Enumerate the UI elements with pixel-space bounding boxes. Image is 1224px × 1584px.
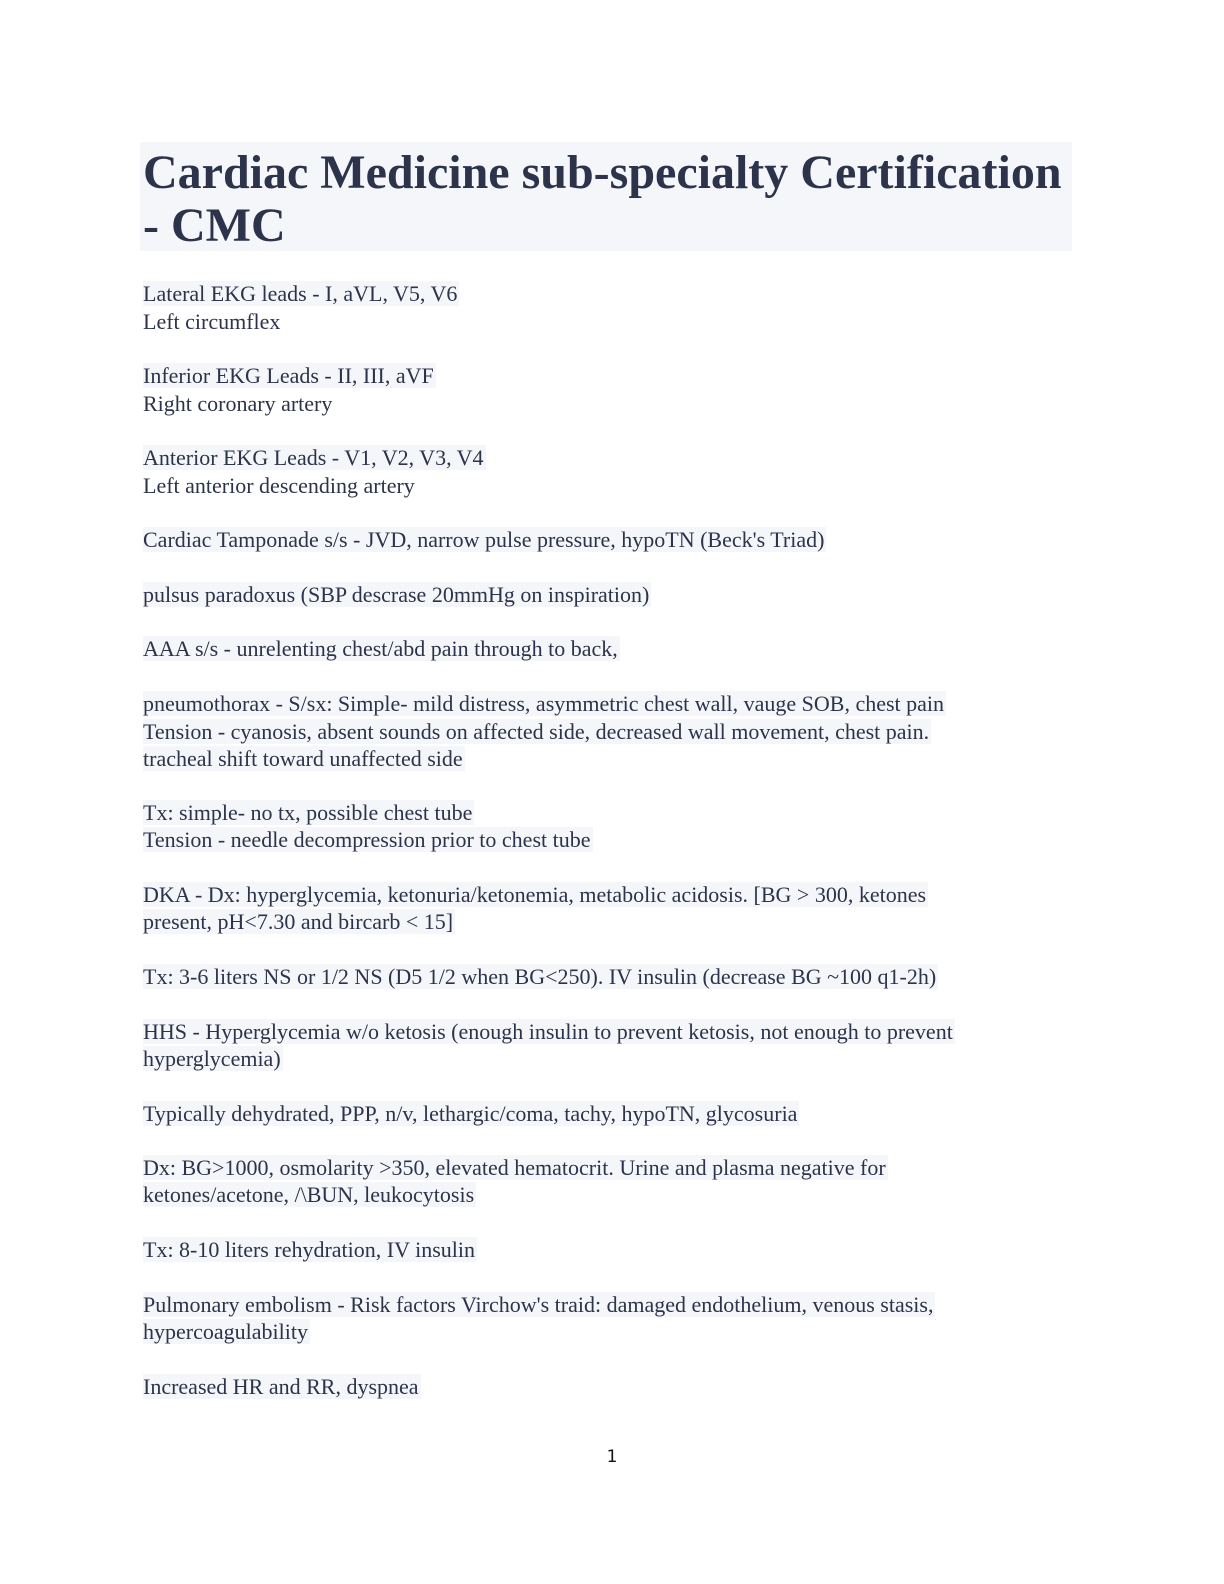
text-line: Tension - needle decompression prior to chest tube [143, 827, 591, 852]
document-title [140, 142, 1072, 252]
text-line: HHS - Hyperglycemia w/o ketosis (enough insulin to prevent ketosis, not enough to prevent [143, 1019, 953, 1044]
title-line-1: Cardiac Medicine sub-specialty Certification [143, 146, 1062, 199]
title-block [140, 142, 1072, 251]
text-line: Anterior EKG Leads - V1, V2, V3, V4 [143, 445, 484, 470]
text-line: Cardiac Tamponade s/s - JVD, narrow pulse pressure, hypoTN (Beck's Triad) [143, 527, 825, 552]
text-line: tracheal shift toward unaffected side [143, 746, 463, 771]
text-line: Left anterior descending artery [143, 473, 415, 498]
text-line: Left circumflex [143, 309, 281, 334]
text-line: DKA - Dx: hyperglycemia, ketonuria/ketonemia, metabolic acidosis. [BG > 300, ketones [143, 882, 927, 907]
text-line: hypercoagulability [143, 1319, 308, 1344]
text-line: Pulmonary embolism - Risk factors Virchow's traid: damaged endothelium, venous stasis, [143, 1292, 934, 1317]
text-line: Typically dehydrated, PPP, n/v, lethargic/coma, tachy, hypoTN, glycosuria [143, 1101, 798, 1126]
text-line: Inferior EKG Leads - II, III, aVF [143, 363, 434, 388]
text-line: present, pH<7.30 and bircarb < 15] [143, 909, 454, 934]
page-number: 1 [606, 1447, 618, 1467]
text-line: pulsus paradoxus (SBP descrase 20mmHg on inspiration) [143, 582, 650, 607]
text-line: Tx: 3-6 liters NS or 1/2 NS (D5 1/2 when BG<250). IV insulin (decrease BG ~100 q1-2h) [143, 964, 937, 989]
text-line: Increased HR and RR, dyspnea [143, 1374, 419, 1399]
text-line: Lateral EKG leads - I, aVL, V5, V6 [143, 281, 458, 306]
text-line: Tension - cyanosis, absent sounds on affected side, decreased wall movement, chest pain. [143, 719, 930, 744]
text-line: Tx: 8-10 liters rehydration, IV insulin [143, 1237, 475, 1262]
text-line: Dx: BG>1000, osmolarity >350, elevated hematocrit. Urine and plasma negative for [143, 1155, 886, 1180]
text-line: AAA s/s - unrelenting chest/abd pain through to back, [143, 636, 618, 661]
text-line: pneumothorax - S/sx: Simple- mild distress, asymmetric chest wall, vauge SOB, chest pain [143, 691, 945, 716]
text-line: hyperglycemia) [143, 1046, 281, 1071]
text-line: Tx: simple- no tx, possible chest tube [143, 800, 473, 825]
text-line: ketones/acetone, /\BUN, leukocytosis [143, 1182, 475, 1207]
text-line: Right coronary artery [143, 391, 333, 416]
title-line-2: - CMC [143, 199, 286, 252]
